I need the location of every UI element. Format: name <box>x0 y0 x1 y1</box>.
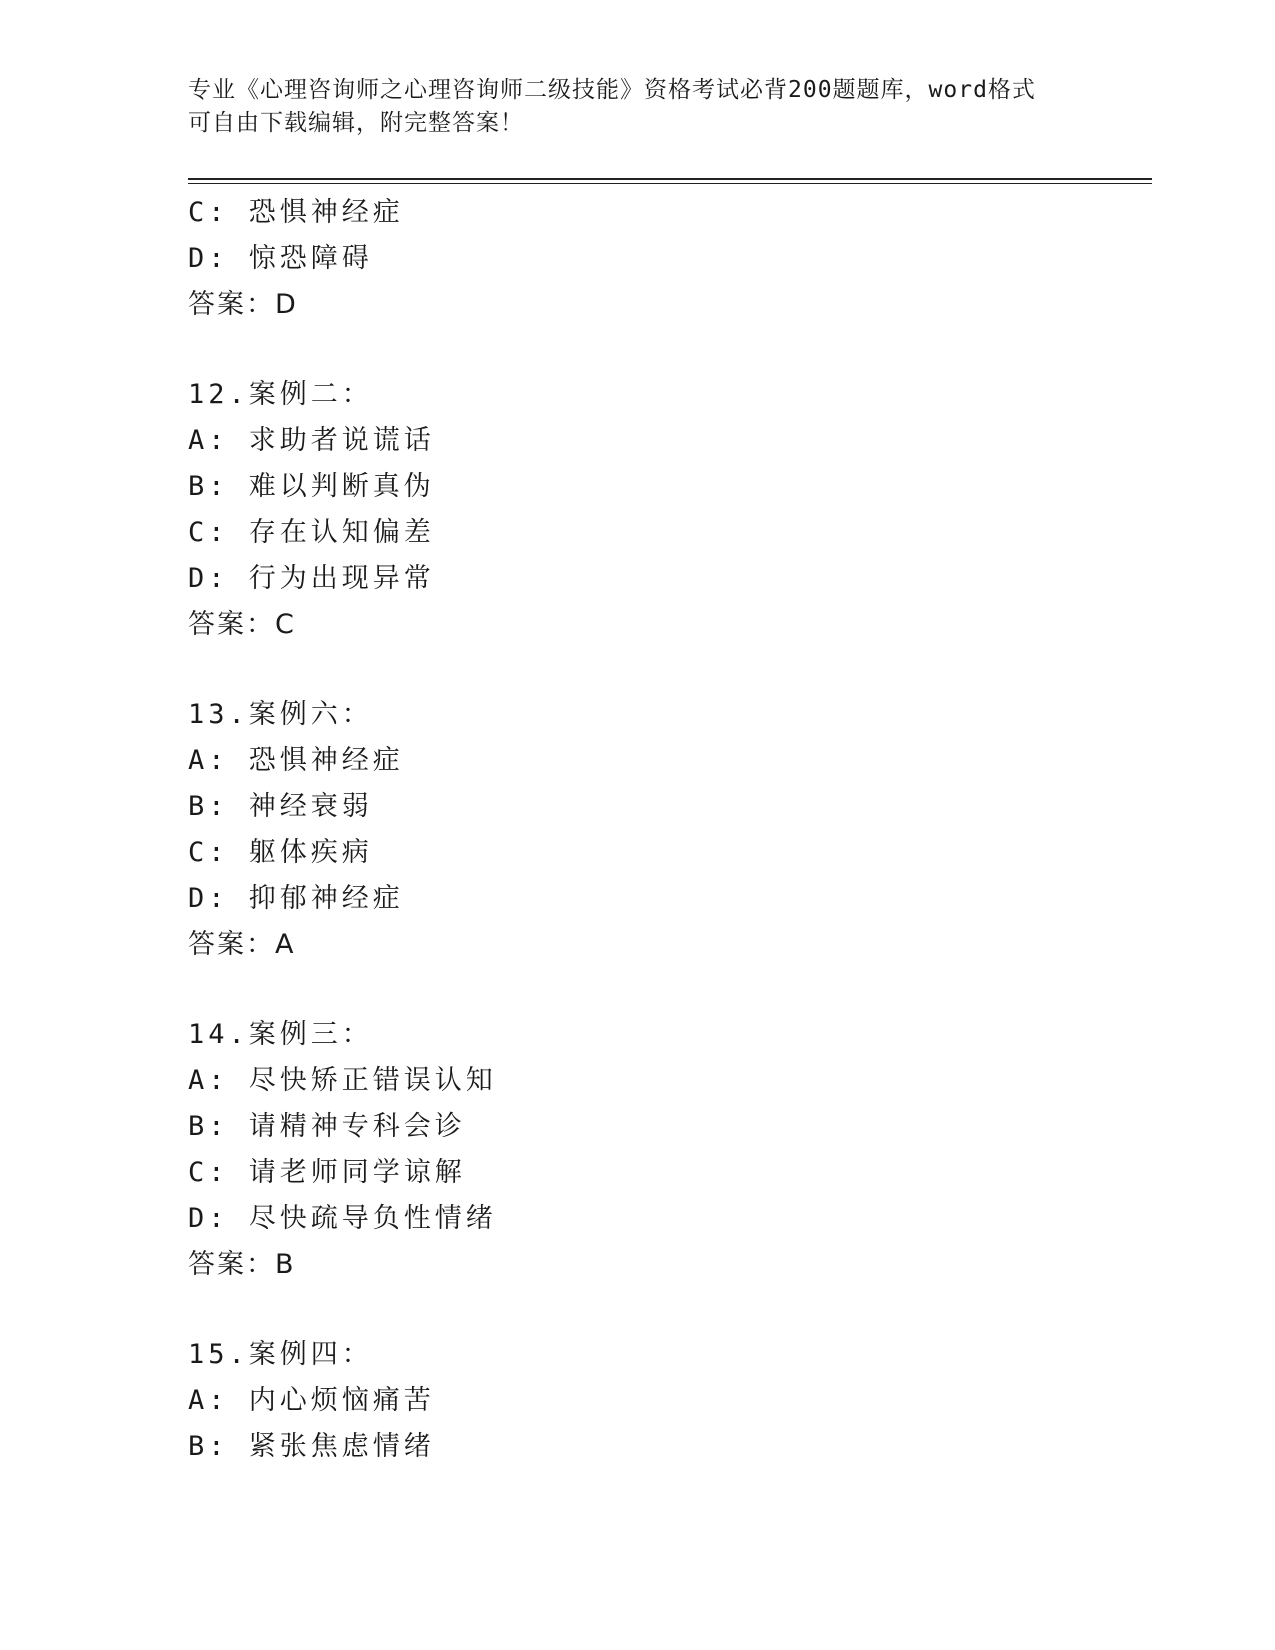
option-a: A: 恐惧神经症 <box>188 745 404 776</box>
question-15 <box>188 1332 1152 1470</box>
question-13 <box>188 692 1152 968</box>
question-title: 14.案例三： <box>188 1019 373 1050</box>
option-c: C: 请老师同学谅解 <box>188 1157 466 1188</box>
option-b: B: 请精神专科会诊 <box>188 1111 466 1142</box>
option-d: D: 行为出现异常 <box>188 563 435 594</box>
option-b: B: 神经衰弱 <box>188 791 373 822</box>
option-d: D: 尽快疏导负性情绪 <box>188 1203 497 1234</box>
answer-label: 答案： <box>188 609 275 640</box>
answer-label: 答案： <box>188 1249 275 1280</box>
question-title: 15.案例四： <box>188 1339 373 1370</box>
question-11-continued <box>188 190 1152 328</box>
answer-label: 答案： <box>188 289 275 320</box>
question-14 <box>188 1012 1152 1288</box>
answer-value: A <box>275 929 295 960</box>
question-title: 13.案例六： <box>188 699 373 730</box>
question-list <box>188 190 1152 1470</box>
answer-value: D <box>275 289 297 320</box>
document-header <box>188 74 1088 140</box>
answer-line <box>188 1242 1152 1288</box>
answer-line <box>188 602 1152 648</box>
option-b: B: 难以判断真伪 <box>188 471 435 502</box>
option-d: D: 惊恐障碍 <box>188 243 373 274</box>
question-12 <box>188 372 1152 648</box>
question-title: 12.案例二： <box>188 379 373 410</box>
answer-value: B <box>275 1249 295 1280</box>
option-b: B: 紧张焦虑情绪 <box>188 1431 435 1462</box>
option-d: D: 抑郁神经症 <box>188 883 404 914</box>
option-c: C: 躯体疾病 <box>188 837 373 868</box>
option-c: C: 恐惧神经症 <box>188 197 404 228</box>
answer-label: 答案： <box>188 929 275 960</box>
answer-line <box>188 922 1152 968</box>
option-a: A: 求助者说谎话 <box>188 425 435 456</box>
header-title-line-2: 可自由下载编辑，附完整答案！ <box>188 110 524 136</box>
answer-line <box>188 282 1152 328</box>
option-c: C: 存在认知偏差 <box>188 517 435 548</box>
answer-value: C <box>275 609 295 640</box>
header-title-line-1: 专业《心理咨询师之心理咨询师二级技能》资格考试必背200题题库，word格式 <box>188 77 1036 103</box>
option-a: A: 内心烦恼痛苦 <box>188 1385 435 1416</box>
option-a: A: 尽快矫正错误认知 <box>188 1065 497 1096</box>
header-divider <box>188 178 1152 184</box>
